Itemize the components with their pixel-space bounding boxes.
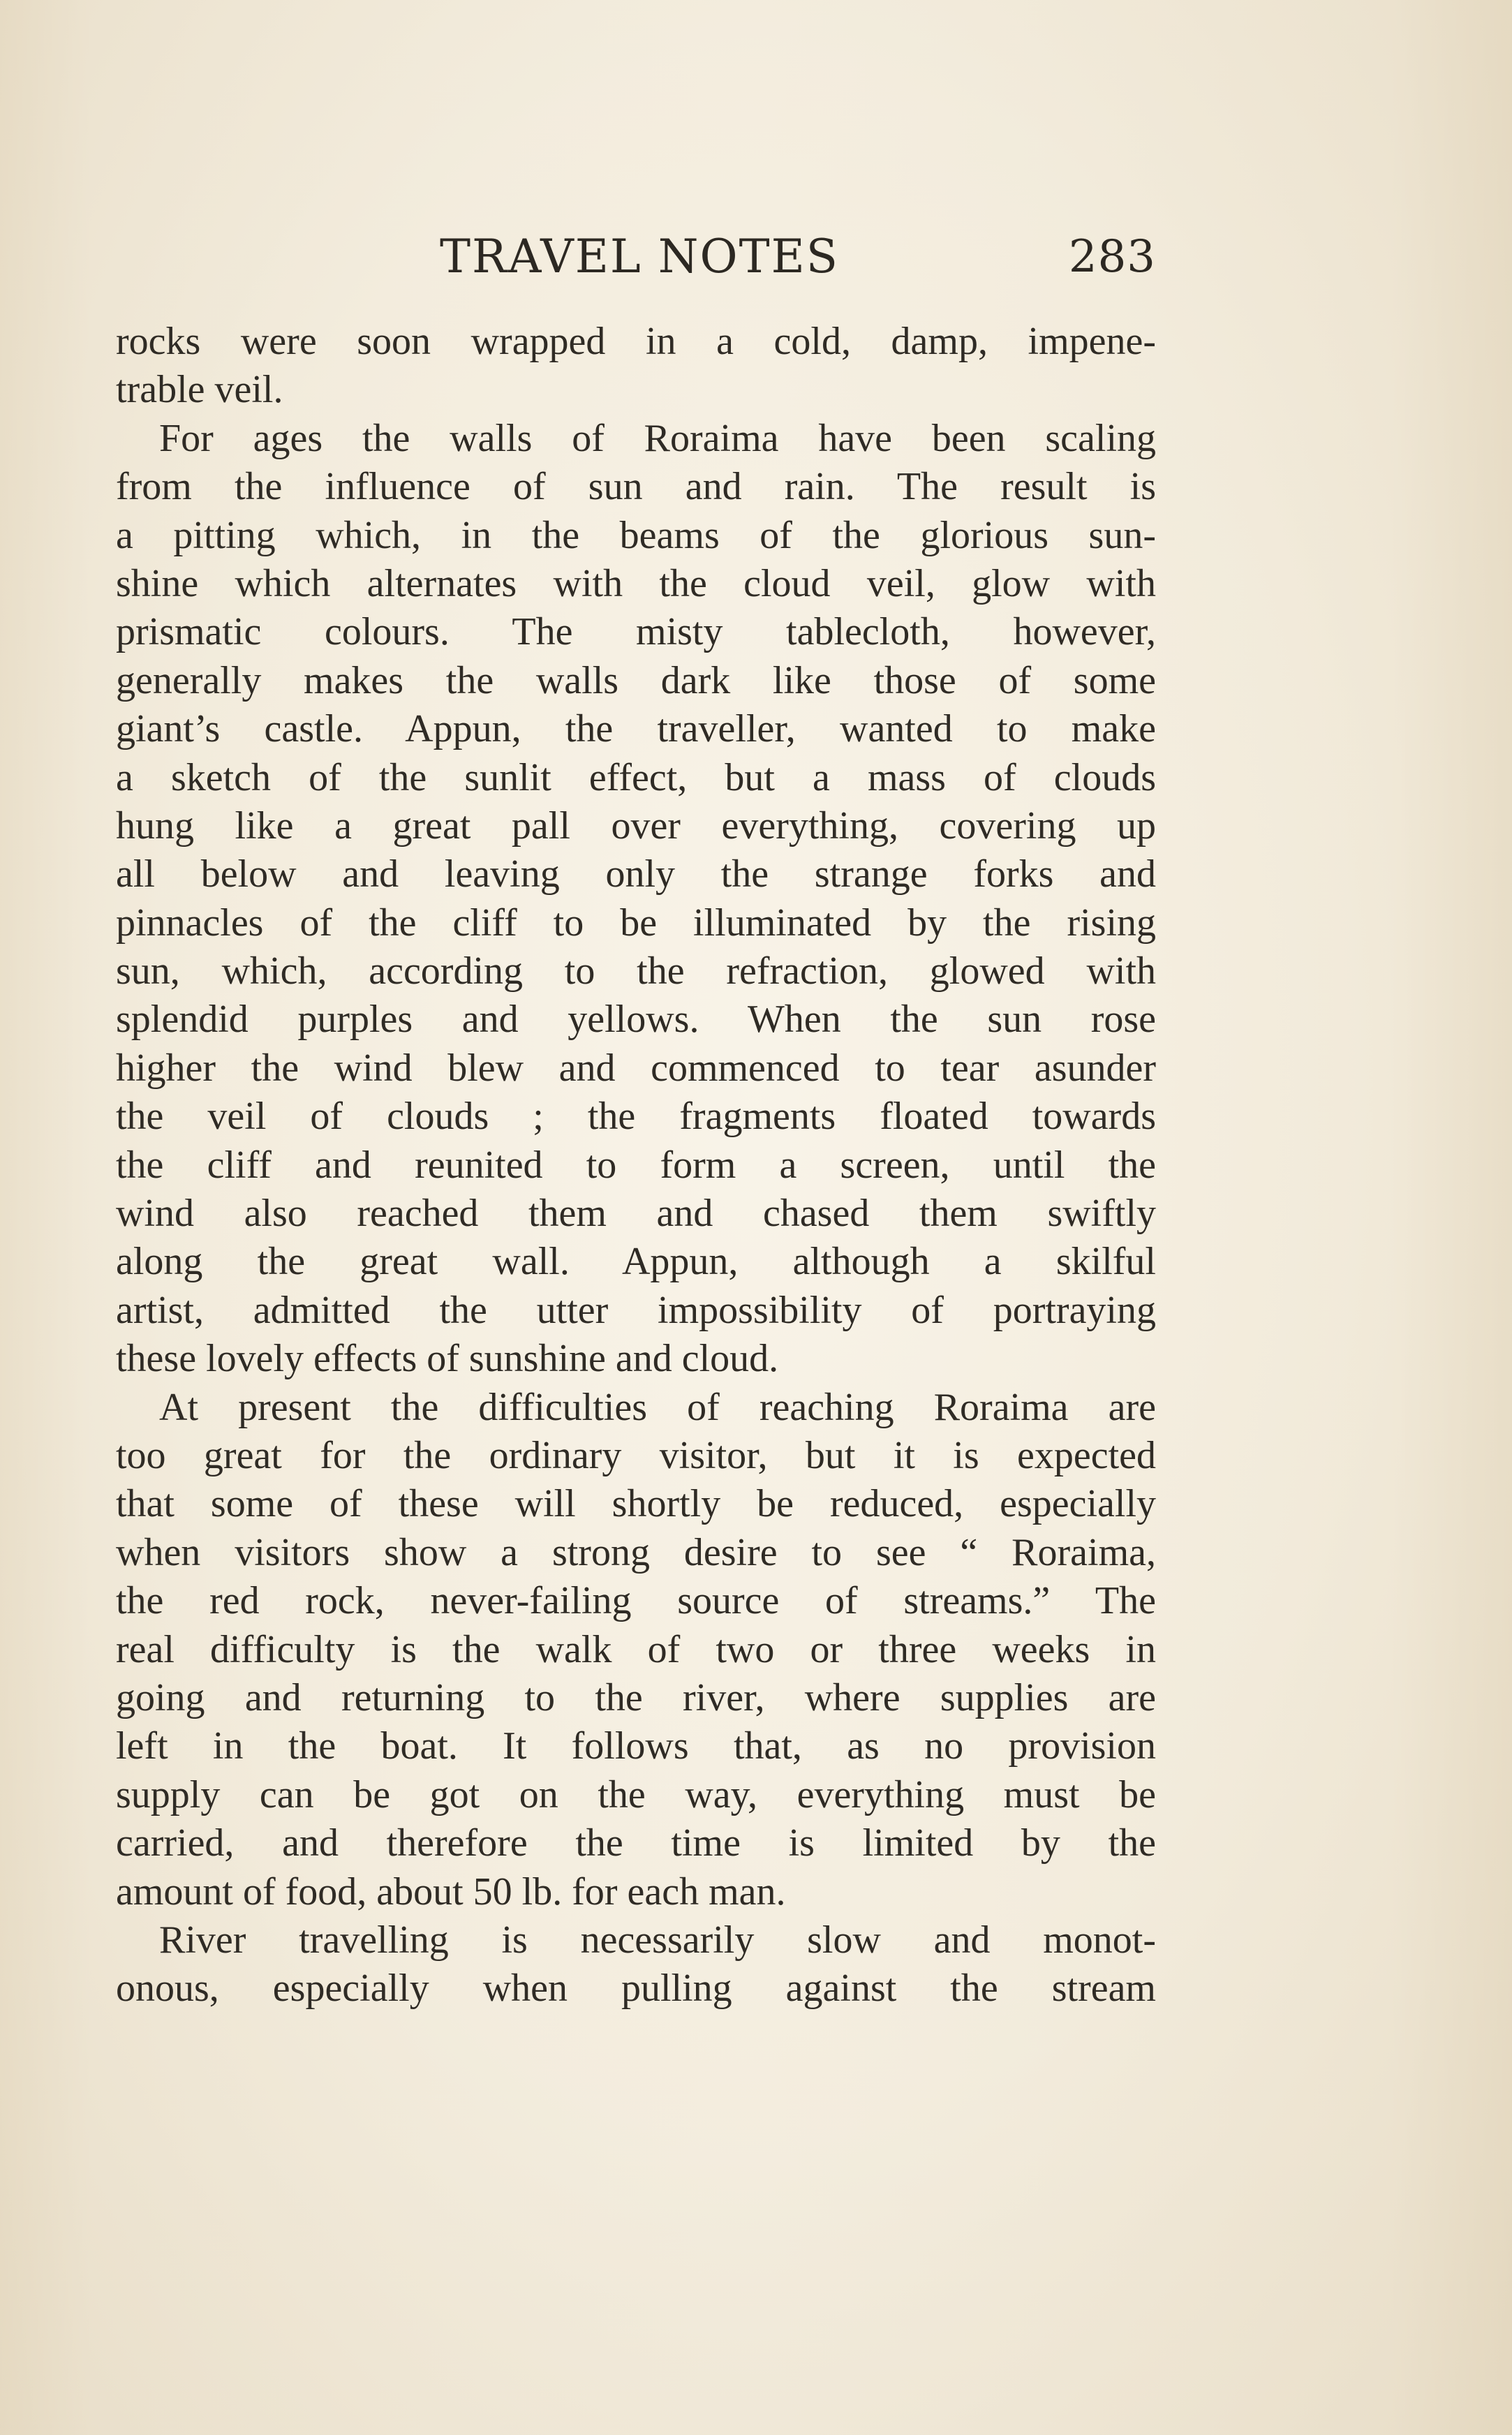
text-line: artist, admitted the utter impossibility of portraying — [116, 1288, 1156, 1332]
text-line: River travelling is necessarily slow and monot- — [159, 1918, 1156, 1962]
text-line: all below and leaving only the strange forks and — [116, 852, 1156, 896]
text-line: At present the difficulties of reaching Roraima are — [159, 1385, 1156, 1429]
text-line: onous, especially when pulling against the stream — [116, 1967, 1156, 2011]
text-line: going and returning to the river, where supplies are — [116, 1675, 1156, 1719]
text-line: sun, which, according to the refraction, glowed with — [116, 949, 1156, 993]
paragraph-4 — [116, 1916, 1156, 2013]
page-number: 283 — [1068, 231, 1156, 283]
body-text — [116, 318, 1156, 2013]
text-line: a sketch of the sunlit effect, but a mass of clouds — [116, 755, 1156, 799]
text-line: giant’s castle. Appun, the traveller, wanted to make — [116, 707, 1156, 751]
text-line: too great for the ordinary visitor, but it is expected — [116, 1433, 1156, 1477]
running-head: TRAVEL NOTES — [439, 230, 839, 283]
paragraph-3 — [116, 1384, 1156, 1916]
text-line: shine which alternates with the cloud veil, glow with — [116, 561, 1156, 605]
text-line: the red rock, never-failing source of streams.” The — [116, 1579, 1156, 1623]
text-line: rocks were soon wrapped in a cold, damp, impene- — [116, 320, 1156, 363]
paragraph-1 — [116, 318, 1156, 415]
text-line: hung like a great pall over everything, covering up — [116, 804, 1156, 848]
text-line: that some of these will shortly be reduced, especially — [116, 1482, 1156, 1526]
text-line: prismatic colours. The misty tablecloth, however, — [116, 610, 1156, 654]
text-line: amount of food, about 50 lb. for each man. — [116, 1870, 786, 1914]
text-line: along the great wall. Appun, although a skilful — [116, 1240, 1156, 1284]
text-line: carried, and therefore the time is limited by the — [116, 1821, 1156, 1865]
text-line: supply can be got on the way, everything must be — [116, 1772, 1156, 1816]
text-line: For ages the walls of Roraima have been scaling — [159, 416, 1156, 460]
text-line: wind also reached them and chased them swiftly — [116, 1192, 1156, 1236]
text-line: higher the wind blew and commenced to tear asunder — [116, 1046, 1156, 1090]
text-line: splendid purples and yellows. When the sun rose — [116, 998, 1156, 1042]
text-line: from the influence of sun and rain. The result is — [116, 465, 1156, 509]
text-line: left in the boat. It follows that, as no provision — [116, 1724, 1156, 1768]
text-line: real difficulty is the walk of two or three weeks in — [116, 1627, 1156, 1671]
text-line: a pitting which, in the beams of the glorious sun- — [116, 513, 1156, 557]
text-line: the cliff and reunited to form a screen, until the — [116, 1143, 1156, 1187]
text-line: the veil of clouds ; the fragments floated towards — [116, 1095, 1156, 1139]
text-line: trable veil. — [116, 368, 283, 412]
text-line: pinnacles of the cliff to be illuminated by the rising — [116, 901, 1156, 945]
text-line: generally makes the walls dark like those of some — [116, 658, 1156, 702]
page-header — [116, 222, 1156, 292]
text-line: when visitors show a strong desire to see “ Roraima, — [116, 1530, 1156, 1574]
text-line: these lovely effects of sunshine and cloud. — [116, 1337, 779, 1381]
paragraph-2 — [116, 415, 1156, 1384]
